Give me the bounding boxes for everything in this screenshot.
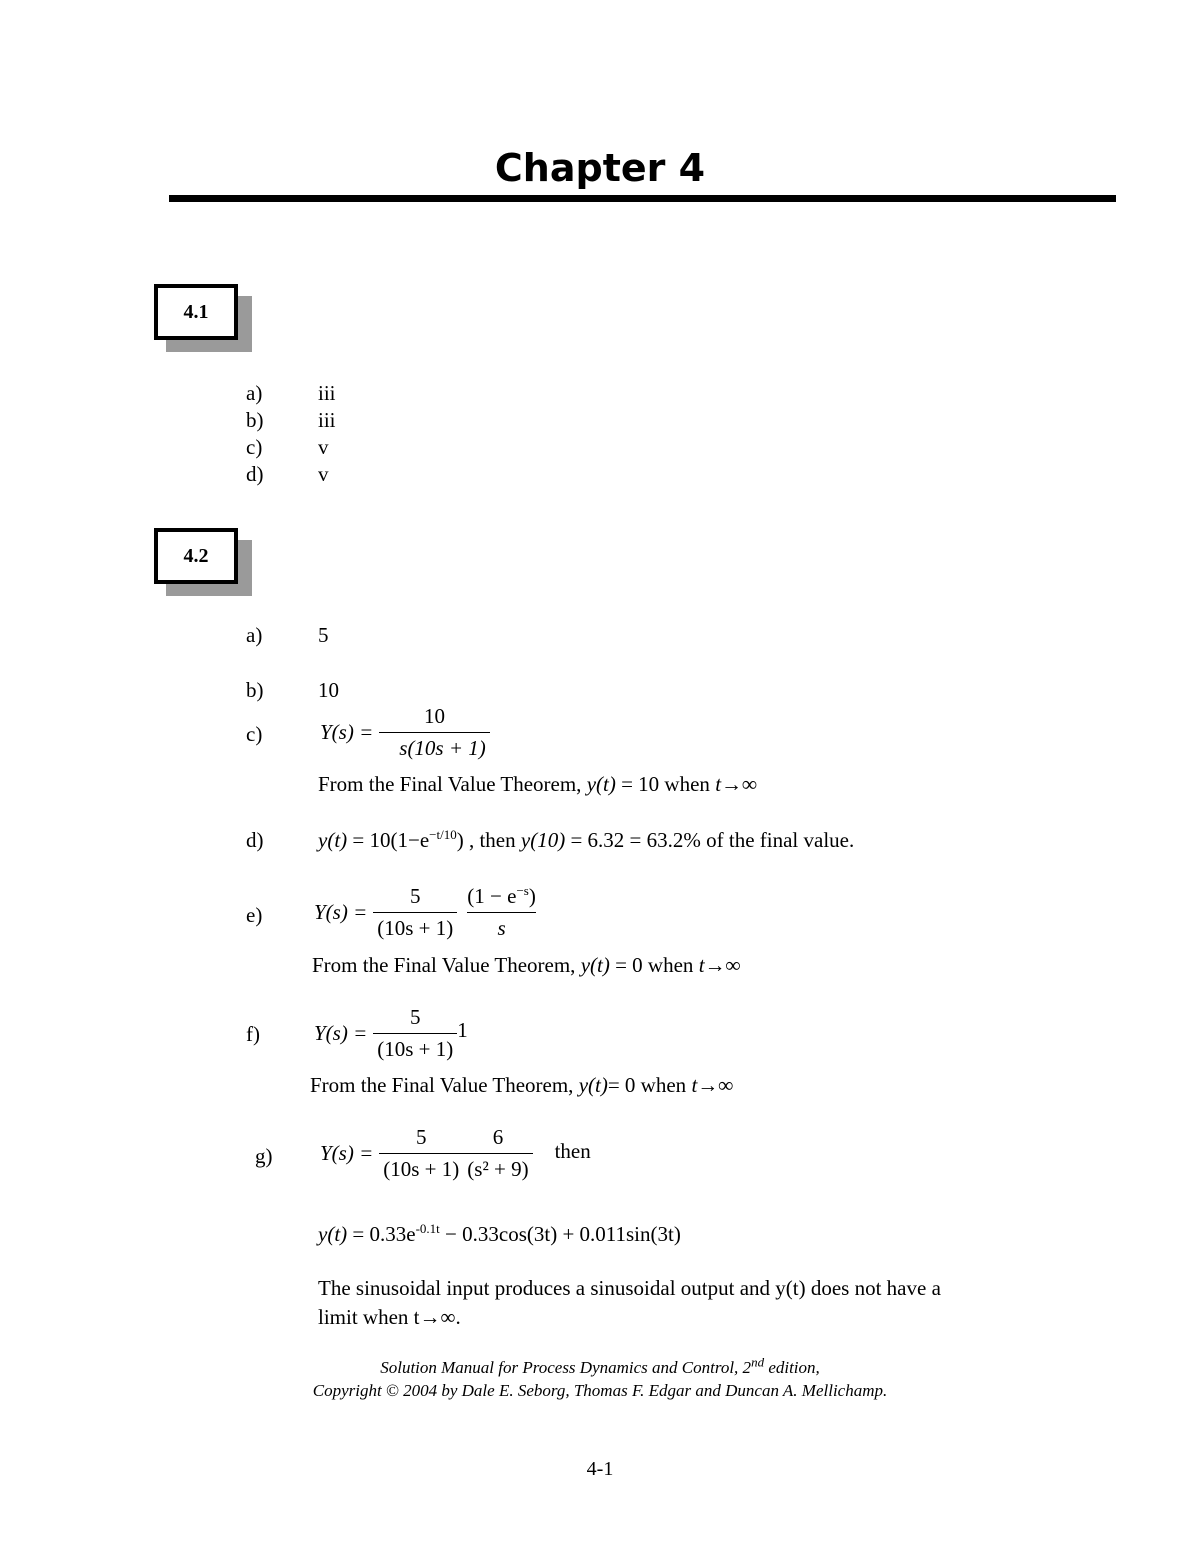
page-number: 4-1 [586,1458,614,1480]
fraction-numerator: 6 [492,1125,504,1149]
equation-text: = 0.33e [347,1222,416,1246]
equation [320,704,490,761]
equation-lhs: Y(s) = [314,1021,368,1045]
section-number-box [154,284,238,340]
note-text: = 0 when [609,953,699,977]
fraction-denominator: s [467,912,535,941]
fraction-denominator: (10s + 1) [373,1033,457,1062]
fraction-denominator: s(10s + 1) [379,732,490,761]
equation [314,1005,468,1062]
note-text: From the Final Value Theorem, [312,953,581,977]
equation-exponent: -0.1t [415,1221,440,1236]
answer-label: d) [246,462,264,486]
answer-label: b) [246,408,264,432]
answer-label: e) [246,903,263,927]
equation-lhs: Y(s) = [314,900,368,924]
equation-text: − 0.33cos(3t) + 0.011sin(3t) [439,1222,681,1246]
chapter-title-rule [169,195,1116,202]
fraction [373,1005,457,1062]
answer-label: g) [255,1144,273,1168]
note-limit: t→∞ [691,1073,734,1097]
section-number: 4.2 [183,544,209,567]
note-limit: t→∞ [698,953,741,977]
fraction-numerator: 5 [416,1125,427,1149]
answer-label: c) [246,435,263,459]
note-limit: t→∞ [715,772,757,796]
equation [320,1125,591,1182]
equation-exponent: −t/10 [429,827,457,842]
note-text: From the Final Value Theorem, [310,1073,579,1097]
equation-variable: y(t) [318,828,348,852]
footer-text: edition, [764,1358,820,1377]
answer-label: c) [246,722,263,746]
equation-variable: y(10) [520,828,566,852]
fraction-numerator: $(1 - e^{-s})$ [467,883,536,908]
theorem-note [310,1073,733,1098]
note-text: From the Final Value Theorem, [318,772,587,796]
fraction [463,884,540,941]
equation-tail: 1 [457,1018,468,1042]
note-variable: y(t) [586,772,616,796]
answer-value: v [318,435,329,459]
theorem-note [318,772,757,797]
section-number: 4.1 [183,300,209,323]
paragraph-line: limit when t→∞. [318,1305,461,1329]
footer-line [0,1354,1200,1378]
footer-superscript: nd [751,1354,765,1370]
equation-line [318,828,854,853]
equation [314,884,540,941]
answer-value: iii [318,381,336,405]
answer-value: 10 [318,678,339,702]
fraction-denominator: (s² + 9) [463,1153,532,1182]
answer-value: iii [318,408,336,432]
fraction [379,704,490,761]
fraction-numerator: 5 [410,1005,421,1029]
answer-label: a) [246,381,263,405]
answer-value: v [318,462,329,486]
equation-text: ) , then [456,828,521,852]
chapter-title: Chapter 4 [494,146,706,190]
equation-lhs: Y(s) = [320,1141,374,1165]
note-text: = 10 when [615,772,716,796]
fraction-numerator: 10 [424,704,446,728]
equation-then: then [554,1139,591,1163]
fraction-denominator: (10s + 1) [379,1153,463,1182]
note-text: = 0 when [607,1073,692,1097]
answer-label: f) [246,1022,260,1046]
footer-copyright: Copyright © 2004 by Dale E. Seborg, Thomas F. Edgar and Duncan A. Mellichamp. [312,1381,888,1400]
paragraph-line: The sinusoidal input produces a sinusoidal output and y(t) does not have a [318,1276,941,1300]
fraction [379,1125,463,1182]
fraction [373,884,457,941]
equation-lhs: Y(s) = [320,720,374,744]
fraction-denominator: (10s + 1) [373,912,457,941]
equation-variable: y(t) [318,1222,348,1246]
answer-label: d) [246,828,264,852]
answer-label: b) [246,678,264,702]
equation-text: = 6.32 = 63.2% of the final value. [565,828,855,852]
answer-label: a) [246,623,263,647]
section-number-box [154,528,238,584]
answer-value: 5 [318,623,329,647]
equation-text: = 10(1−e [347,828,430,852]
fraction [463,1125,532,1182]
theorem-note [312,953,741,978]
fraction-numerator: 5 [410,884,421,908]
footer-text: Solution Manual for Process Dynamics and Control, 2 [380,1358,752,1377]
equation-line [318,1222,681,1247]
note-variable: y(t) [578,1073,608,1097]
note-variable: y(t) [580,953,610,977]
